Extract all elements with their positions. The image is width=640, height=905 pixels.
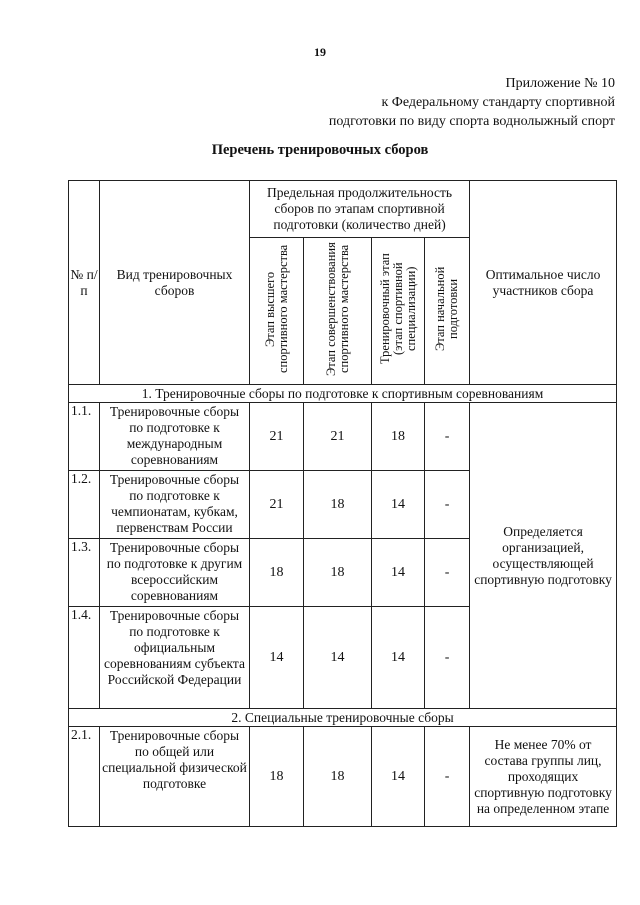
- row-kind: Тренировочные сборы по общей или специальной физической подготовке: [100, 727, 250, 827]
- section-1-optimal: Определяется организацией, осуществляющей спортивную подготовку: [470, 403, 617, 709]
- document-title: Перечень тренировочных сборов: [211, 142, 429, 158]
- row-value-3: 18: [372, 403, 425, 471]
- row-kind: Тренировочные сборы по подготовке к официальным соревнованиям субъекта Российской Федерации: [100, 607, 250, 709]
- row-value-2: 21: [304, 403, 372, 471]
- row-value-3: 14: [372, 607, 425, 709]
- row-value-4: -: [425, 539, 470, 607]
- stage-label: Этап совершенствования спортивного мастерства: [323, 242, 351, 376]
- row-value-1: 18: [250, 539, 304, 607]
- row-value-2: 18: [304, 727, 372, 827]
- header-row: [69, 181, 617, 238]
- row-value-1: 21: [250, 403, 304, 471]
- row-kind: Тренировочные сборы по подготовке к международным соревнованиям: [100, 403, 250, 471]
- header-kind: Вид тренировочных сборов: [100, 181, 250, 385]
- row-value-2: 18: [304, 471, 372, 539]
- stage-label: Тренировочный этап (этап спортивной специализации): [377, 253, 418, 365]
- appendix-line-2: к Федеральному стандарту спортивной: [381, 95, 615, 110]
- row-optimal: Не менее 70% от состава группы лиц, проходящих спортивную подготовку на определенном этапе: [470, 727, 617, 827]
- header-duration: Предельная продолжительность сборов по этапам спортивной подготовки (количество дней): [250, 181, 470, 238]
- header-num: № п/п: [69, 181, 100, 385]
- row-kind: Тренировочные сборы по подготовке к чемпионатам, кубкам, первенствам России: [100, 471, 250, 539]
- stage-label: Этап высшего спортивного мастерства: [262, 244, 290, 374]
- row-value-4: -: [425, 471, 470, 539]
- appendix-line-3: подготовки по виду спорта воднолыжный спорт: [328, 114, 615, 129]
- header-stage-higher-mastery: [250, 238, 304, 385]
- row-value-1: 21: [250, 471, 304, 539]
- page-number: 19: [314, 45, 326, 59]
- row-value-3: 14: [372, 471, 425, 539]
- row-num: 1.1.: [69, 403, 100, 471]
- header-stage-training: [372, 238, 425, 385]
- row-value-2: 14: [304, 607, 372, 709]
- row-value-1: 14: [250, 607, 304, 709]
- training-camps-table: [68, 180, 617, 827]
- table-row: [69, 727, 617, 827]
- section-row: [69, 709, 617, 727]
- header-optimal: Оптимальное число участников сбора: [470, 181, 617, 385]
- table-row: [69, 403, 617, 471]
- row-num: 1.4.: [69, 607, 100, 709]
- header-stage-initial: [425, 238, 470, 385]
- row-value-4: -: [425, 403, 470, 471]
- row-value-2: 18: [304, 539, 372, 607]
- row-value-4: -: [425, 727, 470, 827]
- row-num: 1.3.: [69, 539, 100, 607]
- header-stage-improvement: [304, 238, 372, 385]
- section-1-title: 1. Тренировочные сборы по подготовке к спортивным соревнованиям: [69, 385, 617, 403]
- row-value-3: 14: [372, 727, 425, 827]
- row-value-1: 18: [250, 727, 304, 827]
- section-2-title: 2. Специальные тренировочные сборы: [69, 709, 617, 727]
- row-num: 2.1.: [69, 727, 100, 827]
- stage-label: Этап начальной подготовки: [433, 266, 461, 352]
- row-kind: Тренировочные сборы по подготовке к другим всероссийским соревнованиям: [100, 539, 250, 607]
- row-num: 1.2.: [69, 471, 100, 539]
- row-value-4: -: [425, 607, 470, 709]
- appendix-line-1: Приложение № 10: [505, 76, 615, 91]
- row-value-3: 14: [372, 539, 425, 607]
- section-row: [69, 385, 617, 403]
- appendix-heading: [329, 74, 615, 131]
